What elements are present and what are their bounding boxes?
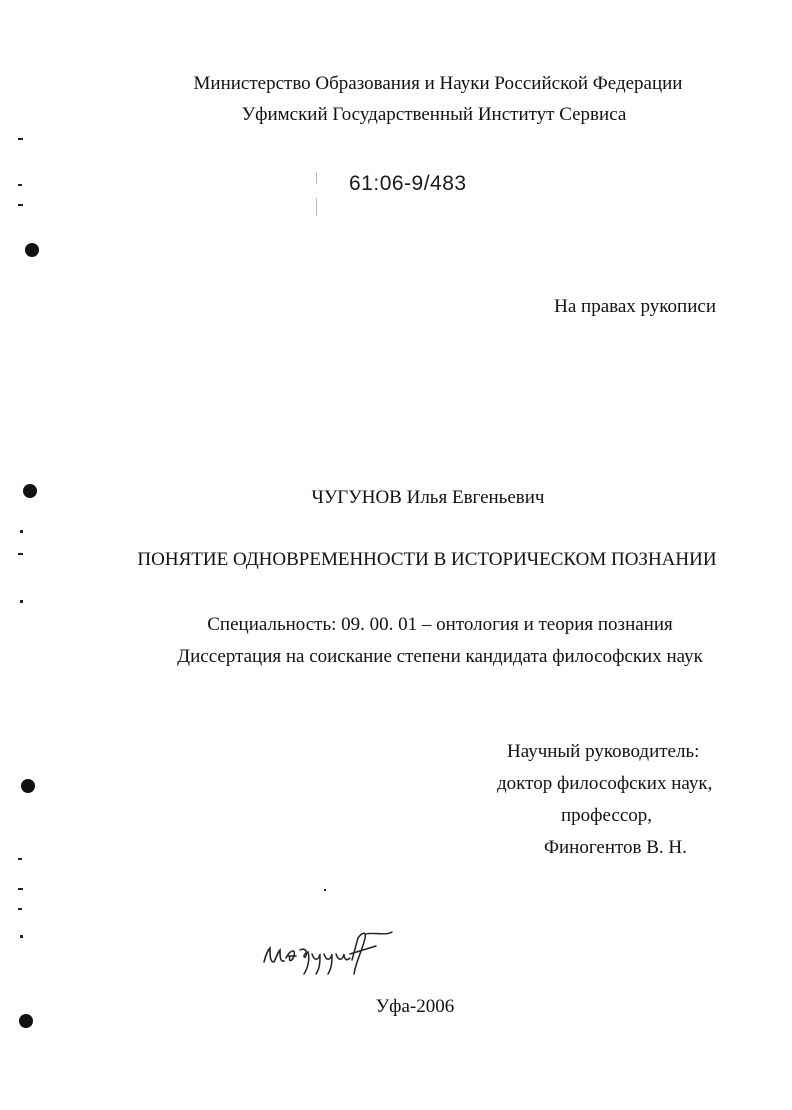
scan-speck	[20, 600, 23, 603]
supervisor-degree: доктор философских наук,	[497, 773, 713, 794]
scan-speck	[18, 204, 23, 206]
stamp-border-mark	[316, 198, 317, 216]
author-name: ЧУГУНОВ Илья Евгеньевич	[311, 487, 545, 508]
dissertation-title: ПОНЯТИЕ ОДНОВРЕМЕННОСТИ В ИСТОРИЧЕСКОМ ПОЗНАНИИ	[137, 549, 717, 570]
scan-speck	[20, 530, 23, 533]
scan-speck	[18, 908, 22, 910]
scan-speck	[20, 935, 23, 938]
scan-speck	[18, 888, 23, 890]
place-year: Уфа-2006	[375, 996, 455, 1017]
manuscript-note: На правах рукописи	[554, 296, 716, 317]
scan-speck	[18, 184, 22, 186]
archive-stamp-code: 61:06-9/483	[349, 172, 467, 195]
specialty-line: Специальность: 09. 00. 01 – онтология и теория познания	[207, 614, 673, 635]
scan-speck	[18, 138, 23, 140]
scan-speck	[18, 858, 22, 860]
binder-hole-icon	[21, 779, 35, 793]
ministry-heading: Министерство Образования и Науки Российской Федерации	[193, 73, 683, 94]
supervisor-rank: профессор,	[561, 805, 653, 826]
supervisor-name: Финогентов В. Н.	[544, 837, 687, 858]
binder-hole-icon	[25, 243, 39, 257]
handwritten-signature-icon	[258, 928, 398, 980]
institute-heading: Уфимский Государственный Институт Сервиса	[241, 104, 627, 125]
stamp-border-mark	[316, 172, 317, 184]
dissertation-degree-line: Диссертация на соискание степени кандидата философских наук	[177, 646, 703, 667]
supervisor-label: Научный руководитель:	[507, 741, 700, 762]
scan-speck	[324, 889, 326, 891]
